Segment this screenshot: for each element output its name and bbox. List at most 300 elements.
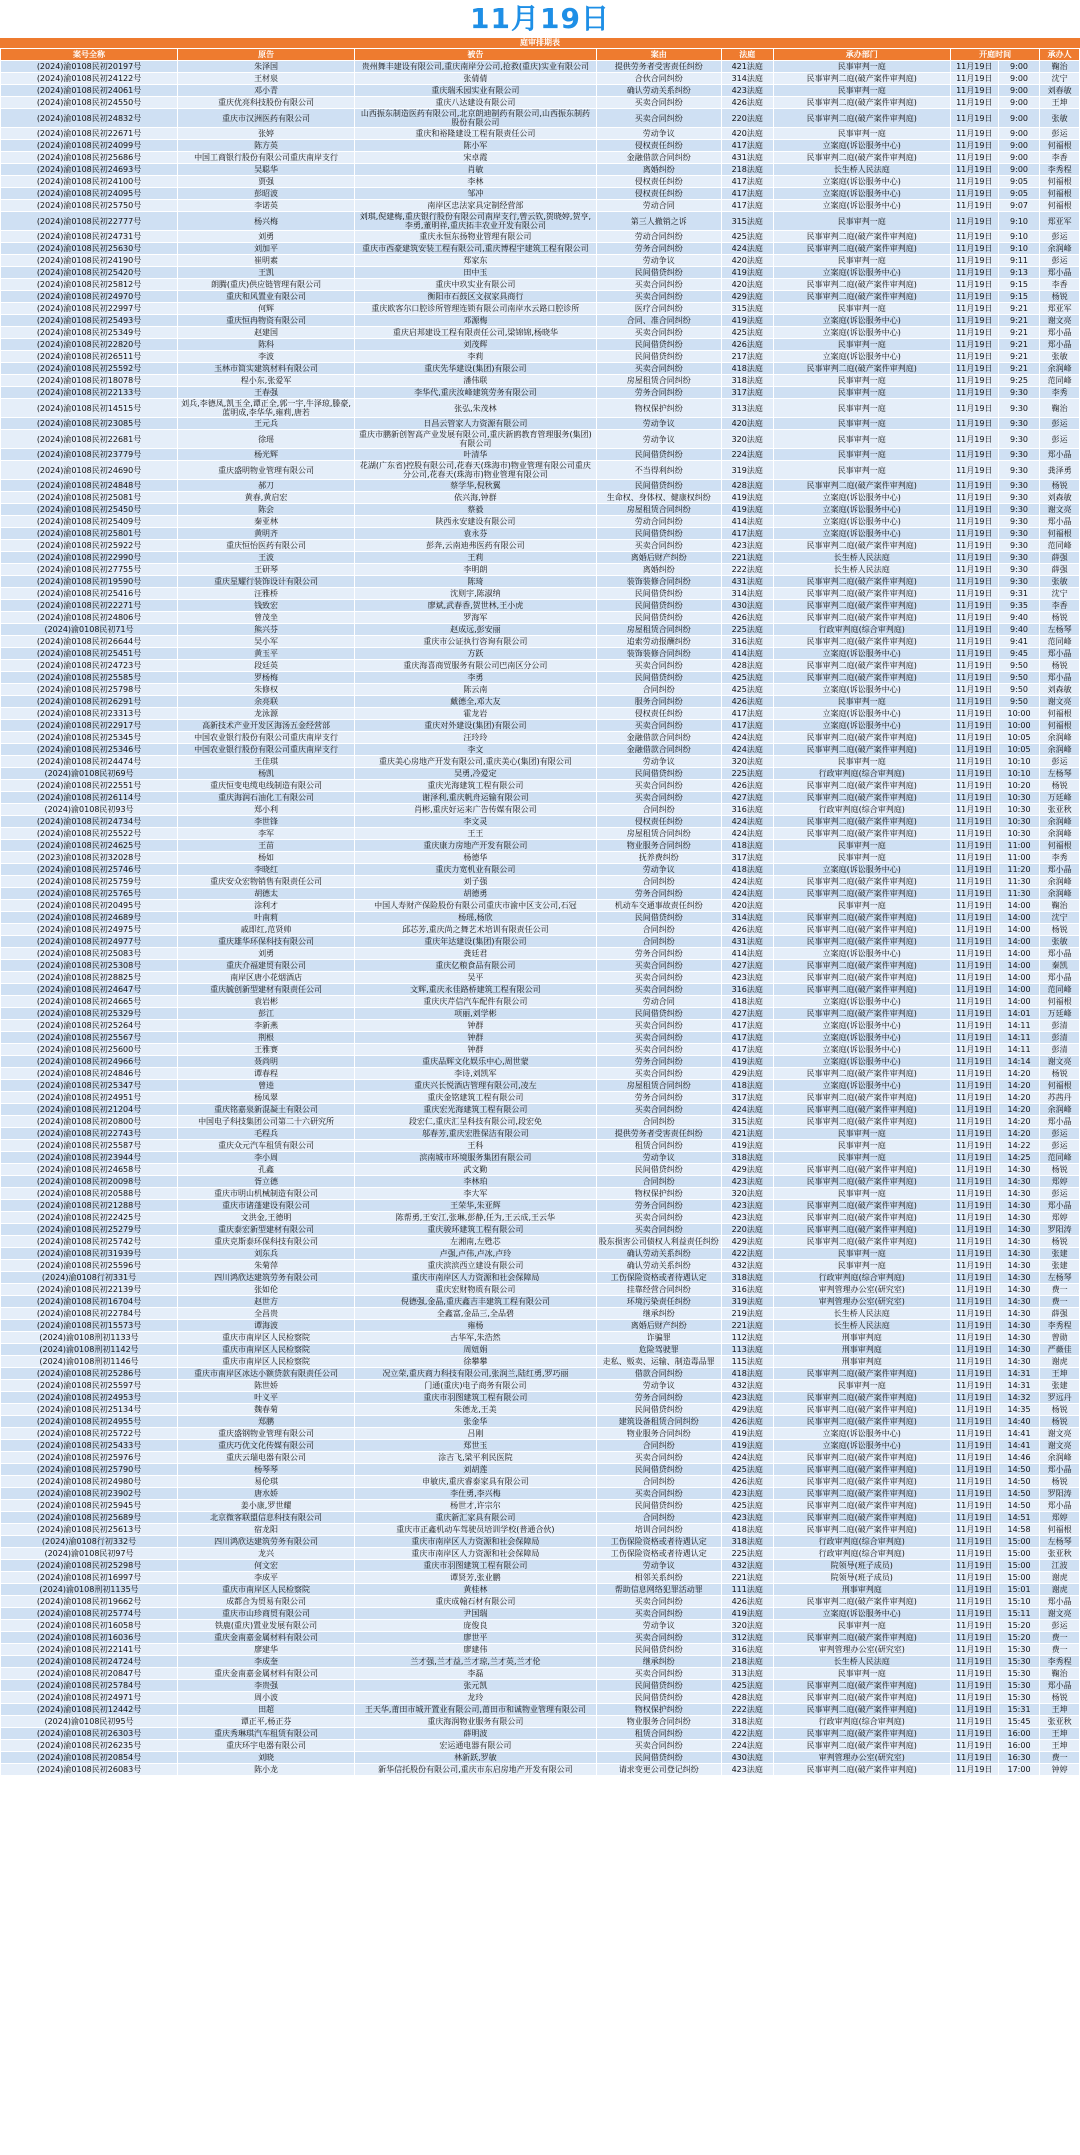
cell-time: 9:30 — [998, 516, 1040, 528]
cell-judge: 鞠治 — [1040, 1668, 1080, 1680]
cell-case-number: (2024)渝0108民初22990号 — [1, 552, 178, 564]
cell-time: 14:31 — [998, 1368, 1040, 1380]
cell-cause: 买卖合同纠纷 — [596, 1740, 721, 1752]
cell-case-number: (2024)渝0108民初24723号 — [1, 660, 178, 672]
cell-defendant: 日昌云管家人力资源有限公司 — [355, 418, 597, 430]
cell-plaintiff: 朱泽国 — [178, 61, 355, 73]
cell-date: 11月19日 — [950, 1332, 998, 1344]
cell-defendant: 李勇 — [355, 672, 597, 684]
cell-defendant: 李文 — [355, 744, 597, 756]
cell-case-number: (2024)渝0108民初24953号 — [1, 1392, 178, 1404]
cell-plaintiff: 成都合为贸易有限公司 — [178, 1596, 355, 1608]
cell-department: 长生桥人民法庭 — [773, 1320, 950, 1332]
cell-defendant: 依兴海,钟群 — [355, 492, 597, 504]
cell-case-number: (2024)渝0108民初20854号 — [1, 1752, 178, 1764]
cell-cause: 抚养费纠纷 — [596, 852, 721, 864]
cell-plaintiff: 朱修权 — [178, 684, 355, 696]
cell-defendant: 山西振东制造医药有限公司,北京朗迪制药有限公司,山西振东制药股份有限公司 — [355, 109, 597, 128]
cell-case-number: (2024)渝0108民初23944号 — [1, 1152, 178, 1164]
cell-defendant: 李莉 — [355, 351, 597, 363]
table-row — [1, 1644, 1080, 1656]
cell-cause: 走私、贩卖、运输、制造毒品罪 — [596, 1356, 721, 1368]
cell-judge: 杨锐 — [1040, 1692, 1080, 1704]
cell-courtroom: 422法庭 — [721, 1728, 773, 1740]
schedule-rows — [1, 61, 1080, 1776]
cell-date: 11月19日 — [950, 492, 998, 504]
table-row — [1, 291, 1080, 303]
cell-judge: 罗远丹 — [1040, 1392, 1080, 1404]
cell-defendant: 重庆市羽图建筑工程有限公司 — [355, 1392, 597, 1404]
cell-time: 9:21 — [998, 363, 1040, 375]
cell-courtroom: 425法庭 — [721, 327, 773, 339]
cell-plaintiff: 崔明素 — [178, 255, 355, 267]
cell-cause: 合同纠纷 — [596, 804, 721, 816]
cell-time: 10:00 — [998, 708, 1040, 720]
cell-time: 15:30 — [998, 1668, 1040, 1680]
cell-time: 9:21 — [998, 351, 1040, 363]
cell-cause: 买卖合同纠纷 — [596, 1020, 721, 1032]
cell-time: 14:35 — [998, 1404, 1040, 1416]
cell-time: 14:50 — [998, 1464, 1040, 1476]
cell-department: 民事审判一庭 — [773, 1668, 950, 1680]
table-row — [1, 1104, 1080, 1116]
cell-courtroom: 113法庭 — [721, 1344, 773, 1356]
cell-cause: 民间借贷纠纷 — [596, 1464, 721, 1476]
cell-plaintiff: 玉林市简实建筑材料有限公司 — [178, 363, 355, 375]
cell-judge: 曾勋 — [1040, 1332, 1080, 1344]
cell-department: 立案庭(诉讼服务中心) — [773, 1428, 950, 1440]
cell-date: 11月19日 — [950, 768, 998, 780]
cell-defendant: 邱芯芳,重庆尚之舞艺术培训有限责任公司 — [355, 924, 597, 936]
cell-defendant: 陕西永安建设有限公司 — [355, 516, 597, 528]
cell-defendant: 肖敏 — [355, 164, 597, 176]
cell-courtroom: 419法庭 — [721, 1428, 773, 1440]
cell-time: 9:41 — [998, 636, 1040, 648]
table-row — [1, 1440, 1080, 1452]
table-row — [1, 1284, 1080, 1296]
cell-case-number: (2024)渝0108民初25746号 — [1, 864, 178, 876]
cell-department: 立案庭(诉讼服务中心) — [773, 176, 950, 188]
cell-case-number: (2024)渝0108民初22425号 — [1, 1212, 178, 1224]
table-row — [1, 720, 1080, 732]
cell-date: 11月19日 — [950, 1044, 998, 1056]
cell-date: 11月19日 — [950, 876, 998, 888]
cell-date: 11月19日 — [950, 1308, 998, 1320]
cell-date: 11月19日 — [950, 315, 998, 327]
cell-judge: 余润峰 — [1040, 1104, 1080, 1116]
cell-department: 行政审判庭(综合审判庭) — [773, 1548, 950, 1560]
cell-department: 民事审判二庭(破产案件审判庭) — [773, 672, 950, 684]
cell-defendant: 重庆品辉文化娱乐中心,周世蒙 — [355, 1056, 597, 1068]
cell-date: 11月19日 — [950, 1452, 998, 1464]
cell-time: 14:41 — [998, 1440, 1040, 1452]
cell-courtroom: 220法庭 — [721, 1224, 773, 1236]
table-row — [1, 1740, 1080, 1752]
cell-defendant: 涂吉飞,梁平利民医院 — [355, 1452, 597, 1464]
cell-judge: 杨锐 — [1040, 612, 1080, 624]
cell-date: 11月19日 — [950, 1356, 998, 1368]
cell-courtroom: 424法庭 — [721, 1104, 773, 1116]
cell-plaintiff: 杨光辉 — [178, 449, 355, 461]
table-row — [1, 212, 1080, 231]
table-row — [1, 1128, 1080, 1140]
cell-courtroom: 224法庭 — [721, 449, 773, 461]
cell-department: 民事审判二庭(破产案件审判庭) — [773, 1116, 950, 1128]
cell-judge: 沈宁 — [1040, 912, 1080, 924]
cell-courtroom: 414法庭 — [721, 516, 773, 528]
cell-judge: 张敏 — [1040, 109, 1080, 128]
cell-time: 14:20 — [998, 1068, 1040, 1080]
cell-plaintiff: 周小波 — [178, 1692, 355, 1704]
cell-cause: 离婚后财产纠纷 — [596, 552, 721, 564]
cell-cause: 买卖合同纠纷 — [596, 1032, 721, 1044]
cell-courtroom: 219法庭 — [721, 1308, 773, 1320]
cell-judge: 杨锐 — [1040, 480, 1080, 492]
table-row — [1, 552, 1080, 564]
cell-date: 11月19日 — [950, 1488, 998, 1500]
cell-cause: 离婚纠纷 — [596, 164, 721, 176]
cell-cause: 机动车交通事故责任纠纷 — [596, 900, 721, 912]
cell-plaintiff: 魏春菊 — [178, 1404, 355, 1416]
cell-case-number: (2024)渝0108民初24647号 — [1, 984, 178, 996]
cell-judge: 何福根 — [1040, 1080, 1080, 1092]
cell-date: 11月19日 — [950, 1584, 998, 1596]
cell-plaintiff: 黄春,黄启宏 — [178, 492, 355, 504]
cell-department: 民事审判二庭(破产案件审判庭) — [773, 1476, 950, 1488]
table-row — [1, 1320, 1080, 1332]
cell-time: 15:11 — [998, 1608, 1040, 1620]
cell-courtroom: 418法庭 — [721, 363, 773, 375]
cell-defendant: 张弘,朱茂林 — [355, 399, 597, 418]
cell-case-number: (2024)渝0108民初26291号 — [1, 696, 178, 708]
cell-plaintiff: 王波 — [178, 552, 355, 564]
cell-plaintiff: 李小周 — [178, 1152, 355, 1164]
cell-judge: 谢文亮 — [1040, 696, 1080, 708]
cell-date: 11月19日 — [950, 672, 998, 684]
cell-cause: 请求变更公司登记纠纷 — [596, 1764, 721, 1776]
cell-courtroom: 420法庭 — [721, 128, 773, 140]
cell-date: 11月19日 — [950, 960, 998, 972]
cell-judge: 何福根 — [1040, 840, 1080, 852]
cell-defendant: 重庆海润物业服务有限公司 — [355, 1716, 597, 1728]
cell-defendant: 吕刚 — [355, 1428, 597, 1440]
cell-judge: 何福根 — [1040, 528, 1080, 540]
table-row — [1, 1296, 1080, 1308]
cell-courtroom: 426法庭 — [721, 612, 773, 624]
cell-defendant: 彭奔,云南迪弗医药有限公司 — [355, 540, 597, 552]
cell-judge: 谢虎 — [1040, 1584, 1080, 1596]
cell-judge: 左杨琴 — [1040, 1272, 1080, 1284]
cell-department: 民事审判二庭(破产案件审判庭) — [773, 1212, 950, 1224]
cell-defendant: 重庆宏光海建筑工程有限公司 — [355, 1104, 597, 1116]
cell-plaintiff: 郑鹏 — [178, 1416, 355, 1428]
cell-judge: 何福根 — [1040, 176, 1080, 188]
cell-time: 9:50 — [998, 660, 1040, 672]
cell-date: 11月19日 — [950, 540, 998, 552]
cell-plaintiff: 段廷英 — [178, 660, 355, 672]
header-cause: 案由 — [596, 49, 721, 61]
table-row — [1, 852, 1080, 864]
table-row — [1, 1548, 1080, 1560]
cell-date: 11月19日 — [950, 279, 998, 291]
cell-case-number: (2024)渝0108民初26644号 — [1, 636, 178, 648]
cell-courtroom: 314法庭 — [721, 588, 773, 600]
cell-case-number: (2024)渝0108民初24099号 — [1, 140, 178, 152]
cell-department: 院领导(班子成员) — [773, 1560, 950, 1572]
cell-cause: 买卖合同纠纷 — [596, 792, 721, 804]
cell-judge: 何福根 — [1040, 1524, 1080, 1536]
table-row — [1, 1332, 1080, 1344]
cell-case-number: (2024)渝0108民初16997号 — [1, 1572, 178, 1584]
cell-judge: 郑小晶 — [1040, 672, 1080, 684]
cell-date: 11月19日 — [950, 1476, 998, 1488]
table-row — [1, 1164, 1080, 1176]
cell-case-number: (2024)渝0108民初25416号 — [1, 588, 178, 600]
cell-judge: 谢文亮 — [1040, 504, 1080, 516]
cell-case-number: (2024)渝0108民初20800号 — [1, 1116, 178, 1128]
cell-case-number: (2024)渝0108民初25750号 — [1, 200, 178, 212]
cell-plaintiff: 杨如 — [178, 852, 355, 864]
cell-defendant: 汪玲玲 — [355, 732, 597, 744]
cell-department: 民事审判一庭 — [773, 128, 950, 140]
cell-defendant: 卢强,卢伟,卢冰,卢玲 — [355, 1248, 597, 1260]
cell-courtroom: 112法庭 — [721, 1332, 773, 1344]
cell-case-number: (2024)渝0108刑初1142号 — [1, 1344, 178, 1356]
cell-defendant: 张倩倩 — [355, 73, 597, 85]
cell-cause: 追索劳动报酬纠纷 — [596, 636, 721, 648]
cell-defendant: 重庆中玖实业有限公司 — [355, 279, 597, 291]
cell-defendant: 申敏庆,重庆睿泰家具有限公司 — [355, 1476, 597, 1488]
cell-date: 11月19日 — [950, 418, 998, 430]
cell-time: 10:20 — [998, 780, 1040, 792]
table-row — [1, 564, 1080, 576]
cell-time: 11:00 — [998, 852, 1040, 864]
cell-cause: 确认劳动关系纠纷 — [596, 85, 721, 97]
cell-courtroom: 429法庭 — [721, 1404, 773, 1416]
cell-judge: 谢文亮 — [1040, 315, 1080, 327]
cell-department: 民事审判二庭(破产案件审判庭) — [773, 279, 950, 291]
cell-courtroom: 316法庭 — [721, 1284, 773, 1296]
cell-plaintiff: 徐瑶 — [178, 430, 355, 449]
cell-plaintiff: 王雅赛 — [178, 1044, 355, 1056]
cell-cause: 离婚纠纷 — [596, 564, 721, 576]
cell-defendant: 重庆市南岸区人力资源和社会保障局 — [355, 1536, 597, 1548]
cell-time: 14:58 — [998, 1524, 1040, 1536]
cell-courtroom: 429法庭 — [721, 1236, 773, 1248]
table-row — [1, 418, 1080, 430]
cell-case-number: (2024)渝0108民初24955号 — [1, 1416, 178, 1428]
cell-time: 14:00 — [998, 912, 1040, 924]
cell-date: 11月19日 — [950, 267, 998, 279]
cell-judge: 郑小晶 — [1040, 267, 1080, 279]
cell-department: 立案庭(诉讼服务中心) — [773, 708, 950, 720]
cell-date: 11月19日 — [950, 600, 998, 612]
cell-date: 11月19日 — [950, 1260, 998, 1272]
cell-time: 9:11 — [998, 255, 1040, 267]
cell-courtroom: 318法庭 — [721, 1716, 773, 1728]
cell-date: 11月19日 — [950, 984, 998, 996]
cell-case-number: (2024)渝0108民初25784号 — [1, 1680, 178, 1692]
cell-defendant: 李诗,刘凯军 — [355, 1068, 597, 1080]
cell-judge: 左杨琴 — [1040, 768, 1080, 780]
cell-date: 11月19日 — [950, 480, 998, 492]
cell-department: 民事审判二庭(破产案件审判庭) — [773, 73, 950, 85]
cell-plaintiff: 刘东兵 — [178, 1248, 355, 1260]
cell-department: 民事审判二庭(破产案件审判庭) — [773, 1416, 950, 1428]
cell-courtroom: 424法庭 — [721, 1452, 773, 1464]
cell-plaintiff: 刘晓 — [178, 1752, 355, 1764]
cell-date: 11月19日 — [950, 588, 998, 600]
cell-date: 11月19日 — [950, 243, 998, 255]
cell-courtroom: 316法庭 — [721, 1644, 773, 1656]
cell-judge: 何福根 — [1040, 140, 1080, 152]
cell-time: 17:00 — [998, 1764, 1040, 1776]
table-row — [1, 780, 1080, 792]
cell-case-number: (2024)渝0108民初25420号 — [1, 267, 178, 279]
cell-courtroom: 417法庭 — [721, 1044, 773, 1056]
cell-department: 审判管理办公室(研究室) — [773, 1752, 950, 1764]
cell-judge: 郑小晶 — [1040, 1200, 1080, 1212]
cell-judge: 谢文亮 — [1040, 1608, 1080, 1620]
cell-department: 民事审判一庭 — [773, 387, 950, 399]
cell-time: 9:50 — [998, 696, 1040, 708]
cell-date: 11月19日 — [950, 363, 998, 375]
cell-courtroom: 420法庭 — [721, 255, 773, 267]
cell-department: 民事审判二庭(破产案件审判庭) — [773, 1488, 950, 1500]
cell-time: 14:30 — [998, 1188, 1040, 1200]
cell-plaintiff: 王佳琪 — [178, 756, 355, 768]
cell-case-number: (2024)渝0108民初24100号 — [1, 176, 178, 188]
cell-department: 民事审判一庭 — [773, 339, 950, 351]
cell-time: 15:00 — [998, 1560, 1040, 1572]
cell-department: 立案庭(诉讼服务中心) — [773, 315, 950, 327]
cell-judge: 费一 — [1040, 1644, 1080, 1656]
cell-judge: 秦凯 — [1040, 960, 1080, 972]
cell-department: 审判管理办公室(研究室) — [773, 1296, 950, 1308]
cell-time: 14:22 — [998, 1140, 1040, 1152]
cell-courtroom: 424法庭 — [721, 816, 773, 828]
cell-time: 9:30 — [998, 492, 1040, 504]
cell-department: 民事审判二庭(破产案件审判庭) — [773, 1176, 950, 1188]
cell-time: 15:10 — [998, 1596, 1040, 1608]
cell-judge: 张敏 — [1040, 936, 1080, 948]
cell-plaintiff: 重庆毓创新型建材有限责任公司 — [178, 984, 355, 996]
cell-plaintiff: 文洪金,王德明 — [178, 1212, 355, 1224]
cell-department: 立案庭(诉讼服务中心) — [773, 684, 950, 696]
cell-cause: 劳动争议 — [596, 1620, 721, 1632]
cell-case-number: (2024)渝0108民初25722号 — [1, 1428, 178, 1440]
cell-judge: 刘春敏 — [1040, 85, 1080, 97]
cell-time: 9:15 — [998, 291, 1040, 303]
table-row — [1, 768, 1080, 780]
cell-courtroom: 221法庭 — [721, 1572, 773, 1584]
cell-judge: 王坤 — [1040, 1728, 1080, 1740]
cell-cause: 民间借贷纠纷 — [596, 1500, 721, 1512]
cell-time: 9:21 — [998, 303, 1040, 315]
cell-courtroom: 423法庭 — [721, 85, 773, 97]
table-row — [1, 912, 1080, 924]
cell-time: 9:30 — [998, 552, 1040, 564]
cell-plaintiff: 刘兵,李德凤,凯玉全,谭正全,郭一宇,牛泽琼,滕豪,蓝明成,李华华,雍莉,唐若 — [178, 399, 355, 418]
cell-defendant: 门通(重庆)电子商务有限公司 — [355, 1380, 597, 1392]
cell-date: 11月19日 — [950, 840, 998, 852]
cell-case-number: (2024)渝0108民初25134号 — [1, 1404, 178, 1416]
cell-cause: 买卖合同纠纷 — [596, 720, 721, 732]
cell-cause: 民间借贷纠纷 — [596, 1680, 721, 1692]
cell-defendant: 李磊 — [355, 1668, 597, 1680]
table-row — [1, 816, 1080, 828]
cell-courtroom: 419法庭 — [721, 1140, 773, 1152]
cell-cause: 工伤保险资格或者待遇认定 — [596, 1536, 721, 1548]
cell-defendant: 杨世才,许宗尔 — [355, 1500, 597, 1512]
table-row — [1, 140, 1080, 152]
cell-time: 14:50 — [998, 1500, 1040, 1512]
cell-case-number: (2024)渝0108民初24980号 — [1, 1476, 178, 1488]
cell-plaintiff: 余亮联 — [178, 696, 355, 708]
cell-department: 立案庭(诉讼服务中心) — [773, 948, 950, 960]
cell-date: 11月19日 — [950, 430, 998, 449]
cell-defendant: 重庆八达建设有限公司 — [355, 97, 597, 109]
cell-defendant: 项丽,刘学彬 — [355, 1008, 597, 1020]
cell-date: 11月19日 — [950, 1464, 998, 1476]
cell-department: 民事审判二庭(破产案件审判庭) — [773, 936, 950, 948]
cell-department: 民事审判二庭(破产案件审判庭) — [773, 600, 950, 612]
cell-courtroom: 419法庭 — [721, 492, 773, 504]
cell-case-number: (2024)渝0108民初26114号 — [1, 792, 178, 804]
cell-date: 11月19日 — [950, 231, 998, 243]
cell-time: 9:30 — [998, 418, 1040, 430]
cell-courtroom: 426法庭 — [721, 1416, 773, 1428]
table-row — [1, 492, 1080, 504]
cell-department: 民事审判二庭(破产案件审判庭) — [773, 912, 950, 924]
cell-courtroom: 220法庭 — [721, 109, 773, 128]
table-row — [1, 1392, 1080, 1404]
cell-judge: 左杨琴 — [1040, 624, 1080, 636]
cell-courtroom: 423法庭 — [721, 1176, 773, 1188]
cell-defendant: 重庆市西豪建筑安装工程有限公司,重庆博程宇建筑工程有限公司 — [355, 243, 597, 255]
cell-courtroom: 319法庭 — [721, 461, 773, 480]
cell-judge: 杨锐 — [1040, 1236, 1080, 1248]
cell-plaintiff: 重庆盛明物业管理有限公司 — [178, 461, 355, 480]
cell-judge: 彭清 — [1040, 1032, 1080, 1044]
cell-judge: 郑小晶 — [1040, 1680, 1080, 1692]
cell-judge: 郑小晶 — [1040, 516, 1080, 528]
cell-courtroom: 427法庭 — [721, 1008, 773, 1020]
cell-department: 民事审判二庭(破产案件审判庭) — [773, 588, 950, 600]
table-row — [1, 1524, 1080, 1536]
cell-judge: 张敏 — [1040, 351, 1080, 363]
cell-judge: 余润峰 — [1040, 1452, 1080, 1464]
cell-defendant: 霍龙岩 — [355, 708, 597, 720]
cell-cause: 合同纠纷 — [596, 1512, 721, 1524]
cell-case-number: (2024)渝0108民初25765号 — [1, 888, 178, 900]
cell-time: 14:30 — [998, 1344, 1040, 1356]
table-row — [1, 1632, 1080, 1644]
cell-case-number: (2024)渝0108民初24975号 — [1, 924, 178, 936]
cell-courtroom: 418法庭 — [721, 1080, 773, 1092]
cell-cause: 民间借贷纠纷 — [596, 1404, 721, 1416]
cell-judge: 沈宁 — [1040, 73, 1080, 85]
cell-date: 11月19日 — [950, 399, 998, 418]
cell-case-number: (2024)渝0108行初332号 — [1, 1536, 178, 1548]
cell-cause: 劳务合同纠纷 — [596, 1200, 721, 1212]
cell-defendant: 陈小军 — [355, 140, 597, 152]
cell-cause: 离婚后财产纠纷 — [596, 1320, 721, 1332]
cell-case-number: (2024)渝0108民初21204号 — [1, 1104, 178, 1116]
cell-department: 行政审判庭(综合审判庭) — [773, 1536, 950, 1548]
cell-time: 9:50 — [998, 672, 1040, 684]
cell-date: 11月19日 — [950, 1512, 998, 1524]
